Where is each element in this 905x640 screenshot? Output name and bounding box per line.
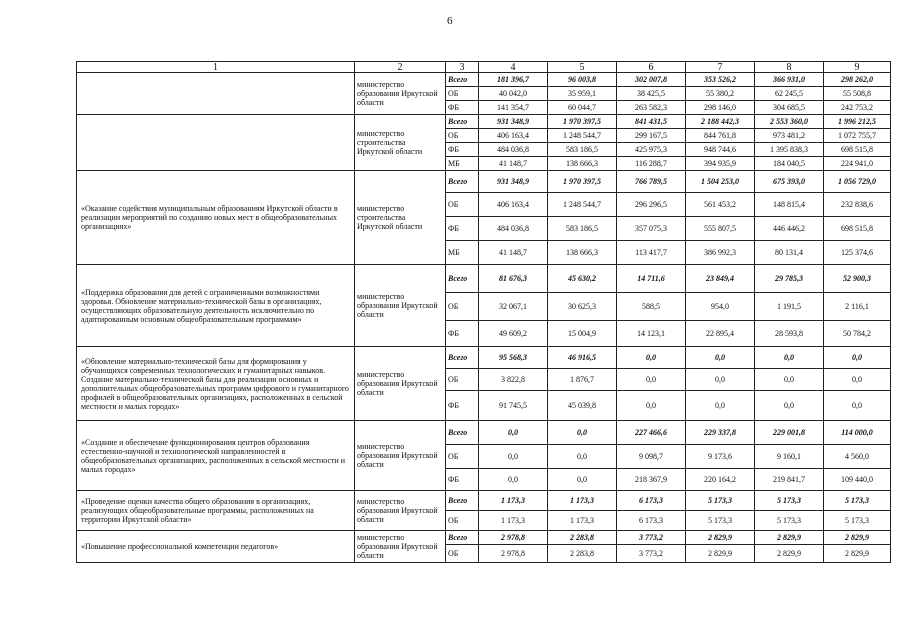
table-row: [77, 421, 891, 445]
executor-name: министерство строительства Иркутской области: [355, 171, 446, 265]
amount-cell: 5 173,3: [755, 511, 824, 531]
table-row: [77, 491, 891, 511]
funding-source: Всего: [446, 115, 479, 129]
amount-cell: 2 116,1: [824, 293, 891, 321]
amount-cell: 52 900,3: [824, 265, 891, 293]
funding-source: Всего: [446, 73, 479, 87]
amount-cell: 23 849,4: [686, 265, 755, 293]
amount-cell: 41 148,7: [479, 241, 548, 265]
amount-cell: 220 164,2: [686, 469, 755, 491]
amount-cell: 1 876,7: [548, 369, 617, 391]
amount-cell: 766 789,5: [617, 171, 686, 193]
amount-cell: 5 173,3: [686, 491, 755, 511]
amount-cell: 3 773,2: [617, 531, 686, 545]
amount-cell: 298 262,0: [824, 73, 891, 87]
funding-source: МБ: [446, 157, 479, 171]
amount-cell: 698 515,8: [824, 217, 891, 241]
amount-cell: 698 515,8: [824, 143, 891, 157]
amount-cell: 2 829,9: [755, 531, 824, 545]
amount-cell: 91 745,5: [479, 391, 548, 421]
activity-description: «Проведение оценки качества общего образования в организациях, реализующих общеобразовательные программы, расположенных на территории Иркутской области»: [77, 491, 355, 531]
funding-source: ОБ: [446, 87, 479, 101]
activity-description: «Поддержка образования для детей с ограниченными возможностями здоровья. Обновление материально-технической базы в организациях, осуществляющих образовательную деятельность исключительно по адаптированным основным общеобразовательным программам»: [77, 265, 355, 347]
amount-cell: 1 056 729,0: [824, 171, 891, 193]
amount-cell: 50 784,2: [824, 321, 891, 347]
amount-cell: 29 785,3: [755, 265, 824, 293]
amount-cell: 6 173,3: [617, 491, 686, 511]
funding-source: ОБ: [446, 129, 479, 143]
amount-cell: 60 044,7: [548, 101, 617, 115]
amount-cell: 0,0: [479, 469, 548, 491]
amount-cell: 296 296,5: [617, 193, 686, 217]
funding-source: ФБ: [446, 143, 479, 157]
executor-name: министерство образования Иркутской области: [355, 531, 446, 563]
amount-cell: 5 173,3: [755, 491, 824, 511]
amount-cell: 0,0: [617, 347, 686, 369]
column-header-9: 9: [824, 62, 891, 73]
amount-cell: 224 941,0: [824, 157, 891, 171]
amount-cell: 588,5: [617, 293, 686, 321]
amount-cell: 299 167,5: [617, 129, 686, 143]
amount-cell: 35 959,1: [548, 87, 617, 101]
amount-cell: 3 822,8: [479, 369, 548, 391]
amount-cell: 2 829,9: [686, 545, 755, 563]
amount-cell: 4 560,0: [824, 445, 891, 469]
amount-cell: 148 815,4: [755, 193, 824, 217]
funding-source: Всего: [446, 531, 479, 545]
table-row: [77, 265, 891, 293]
amount-cell: 2 829,9: [755, 545, 824, 563]
amount-cell: 40 042,0: [479, 87, 548, 101]
amount-cell: 931 348,9: [479, 115, 548, 129]
amount-cell: 353 526,2: [686, 73, 755, 87]
amount-cell: 181 396,7: [479, 73, 548, 87]
amount-cell: 2 188 442,3: [686, 115, 755, 129]
amount-cell: 304 685,5: [755, 101, 824, 115]
funding-source: Всего: [446, 491, 479, 511]
amount-cell: 46 916,5: [548, 347, 617, 369]
amount-cell: 38 425,5: [617, 87, 686, 101]
funding-source: ОБ: [446, 445, 479, 469]
amount-cell: 1 970 397,5: [548, 171, 617, 193]
amount-cell: 2 978,8: [479, 531, 548, 545]
amount-cell: 0,0: [686, 391, 755, 421]
amount-cell: 184 040,5: [755, 157, 824, 171]
amount-cell: 141 354,7: [479, 101, 548, 115]
amount-cell: 1 072 755,7: [824, 129, 891, 143]
funding-source: ОБ: [446, 369, 479, 391]
column-header-8: 8: [755, 62, 824, 73]
amount-cell: 229 001,8: [755, 421, 824, 445]
amount-cell: 55 508,8: [824, 87, 891, 101]
amount-cell: 138 666,3: [548, 241, 617, 265]
activity-description: «Повышение профессиональной компетенции педагогов»: [77, 531, 355, 563]
executor-name: министерство образования Иркутской области: [355, 265, 446, 347]
amount-cell: 406 163,4: [479, 193, 548, 217]
executor-name: министерство образования Иркутской области: [355, 491, 446, 531]
table-row: [77, 171, 891, 193]
funding-source: ФБ: [446, 321, 479, 347]
amount-cell: 5 173,3: [824, 491, 891, 511]
amount-cell: 583 186,5: [548, 143, 617, 157]
amount-cell: 0,0: [686, 369, 755, 391]
amount-cell: 302 007,8: [617, 73, 686, 87]
amount-cell: 80 131,4: [755, 241, 824, 265]
amount-cell: 0,0: [755, 347, 824, 369]
amount-cell: 0,0: [548, 421, 617, 445]
funding-source: ФБ: [446, 391, 479, 421]
funding-source: ОБ: [446, 545, 479, 563]
column-header-2: 2: [355, 62, 446, 73]
amount-cell: 2 829,9: [686, 531, 755, 545]
amount-cell: 675 393,0: [755, 171, 824, 193]
amount-cell: 0,0: [548, 445, 617, 469]
amount-cell: 2 829,9: [824, 545, 891, 563]
amount-cell: 948 744,6: [686, 143, 755, 157]
amount-cell: 844 761,8: [686, 129, 755, 143]
amount-cell: 49 609,2: [479, 321, 548, 347]
amount-cell: 227 466,6: [617, 421, 686, 445]
funding-source: ОБ: [446, 193, 479, 217]
amount-cell: 14 123,1: [617, 321, 686, 347]
column-header-5: 5: [548, 62, 617, 73]
amount-cell: 298 146,0: [686, 101, 755, 115]
funding-source: Всего: [446, 171, 479, 193]
amount-cell: 2 978,8: [479, 545, 548, 563]
activity-description: «Обновление материально-технической базы для формирования у обучающихся современных технологических и гуманитарных навыков. Создание материально-технической базы для реализации основных и дополнительных общеобразовательных программ цифрового и гуманитарного профилей в общеобразовательных организациях, расположенных в сельской местности и малых городах»: [77, 347, 355, 421]
amount-cell: 1 191,5: [755, 293, 824, 321]
funding-source: ФБ: [446, 101, 479, 115]
amount-cell: 931 348,9: [479, 171, 548, 193]
amount-cell: 0,0: [824, 347, 891, 369]
amount-cell: 484 036,8: [479, 143, 548, 157]
amount-cell: 1 504 253,0: [686, 171, 755, 193]
amount-cell: 446 446,2: [755, 217, 824, 241]
amount-cell: 1 173,3: [479, 511, 548, 531]
amount-cell: 9 098,7: [617, 445, 686, 469]
amount-cell: 114 000,0: [824, 421, 891, 445]
amount-cell: 2 553 360,0: [755, 115, 824, 129]
amount-cell: 841 431,5: [617, 115, 686, 129]
amount-cell: 219 841,7: [755, 469, 824, 491]
amount-cell: 218 367,9: [617, 469, 686, 491]
amount-cell: 116 288,7: [617, 157, 686, 171]
page-number: 6: [447, 15, 453, 27]
amount-cell: 15 004,9: [548, 321, 617, 347]
amount-cell: 0,0: [824, 369, 891, 391]
column-header-3: 3: [446, 62, 479, 73]
amount-cell: 95 568,3: [479, 347, 548, 369]
amount-cell: 113 417,7: [617, 241, 686, 265]
table-row: [77, 531, 891, 545]
amount-cell: 5 173,3: [824, 511, 891, 531]
amount-cell: 1 248 544,7: [548, 129, 617, 143]
activity-description: «Создание и обеспечение функционирования центров образования естественно-научной и технологической направленностей в общеобразовательных организациях, расположенных в сельской местности и малых городах»: [77, 421, 355, 491]
table-row: [77, 115, 891, 129]
amount-cell: 0,0: [824, 391, 891, 421]
column-header-4: 4: [479, 62, 548, 73]
amount-cell: 22 895,4: [686, 321, 755, 347]
amount-cell: 0,0: [686, 347, 755, 369]
amount-cell: 1 173,3: [548, 511, 617, 531]
activity-description: [77, 73, 355, 115]
amount-cell: 0,0: [548, 469, 617, 491]
amount-cell: 1 970 397,5: [548, 115, 617, 129]
amount-cell: 2 829,9: [824, 531, 891, 545]
amount-cell: 1 173,3: [479, 491, 548, 511]
amount-cell: 2 283,8: [548, 531, 617, 545]
amount-cell: 263 582,3: [617, 101, 686, 115]
amount-cell: 30 625,3: [548, 293, 617, 321]
amount-cell: 9 160,1: [755, 445, 824, 469]
funding-source: ОБ: [446, 511, 479, 531]
amount-cell: 232 838,6: [824, 193, 891, 217]
amount-cell: 555 807,5: [686, 217, 755, 241]
funding-source: ОБ: [446, 293, 479, 321]
activity-description: «Оказание содействия муниципальным образованиям Иркутской области в реализации мероприятий по созданию новых мест в общеобразовательных организациях»: [77, 171, 355, 265]
amount-cell: 0,0: [617, 369, 686, 391]
amount-cell: 32 067,1: [479, 293, 548, 321]
funding-source: Всего: [446, 347, 479, 369]
amount-cell: 28 593,8: [755, 321, 824, 347]
amount-cell: 81 676,3: [479, 265, 548, 293]
amount-cell: 55 380,2: [686, 87, 755, 101]
amount-cell: 109 440,0: [824, 469, 891, 491]
amount-cell: 357 075,3: [617, 217, 686, 241]
amount-cell: 484 036,8: [479, 217, 548, 241]
funding-source: ФБ: [446, 217, 479, 241]
amount-cell: 561 453,2: [686, 193, 755, 217]
table-row: [77, 347, 891, 369]
amount-cell: 125 374,6: [824, 241, 891, 265]
amount-cell: 1 248 544,7: [548, 193, 617, 217]
amount-cell: 583 186,5: [548, 217, 617, 241]
amount-cell: 9 173,6: [686, 445, 755, 469]
activity-description: [77, 115, 355, 171]
amount-cell: 0,0: [755, 369, 824, 391]
amount-cell: 96 003,8: [548, 73, 617, 87]
amount-cell: 954,0: [686, 293, 755, 321]
amount-cell: 0,0: [755, 391, 824, 421]
amount-cell: 0,0: [479, 421, 548, 445]
amount-cell: 45 630,2: [548, 265, 617, 293]
table-row: [77, 73, 891, 87]
executor-name: министерство образования Иркутской области: [355, 73, 446, 115]
amount-cell: 3 773,2: [617, 545, 686, 563]
amount-cell: 242 753,2: [824, 101, 891, 115]
column-header-1: 1: [77, 62, 355, 73]
funding-source: ФБ: [446, 469, 479, 491]
amount-cell: 45 039,8: [548, 391, 617, 421]
amount-cell: 41 148,7: [479, 157, 548, 171]
column-header-6: 6: [617, 62, 686, 73]
executor-name: министерство образования Иркутской области: [355, 421, 446, 491]
amount-cell: 386 992,3: [686, 241, 755, 265]
funding-source: Всего: [446, 265, 479, 293]
column-header-7: 7: [686, 62, 755, 73]
amount-cell: 0,0: [479, 445, 548, 469]
executor-name: министерство образования Иркутской области: [355, 347, 446, 421]
amount-cell: 406 163,4: [479, 129, 548, 143]
amount-cell: 138 666,3: [548, 157, 617, 171]
amount-cell: 366 931,0: [755, 73, 824, 87]
amount-cell: 5 173,3: [686, 511, 755, 531]
amount-cell: 0,0: [617, 391, 686, 421]
amount-cell: 6 173,3: [617, 511, 686, 531]
amount-cell: 14 711,6: [617, 265, 686, 293]
amount-cell: 1 395 838,3: [755, 143, 824, 157]
funding-source: МБ: [446, 241, 479, 265]
amount-cell: 425 975,3: [617, 143, 686, 157]
header-row: [77, 62, 891, 73]
funding-source: Всего: [446, 421, 479, 445]
amount-cell: 1 996 212,5: [824, 115, 891, 129]
amount-cell: 394 935,9: [686, 157, 755, 171]
amount-cell: 2 283,8: [548, 545, 617, 563]
amount-cell: 1 173,3: [548, 491, 617, 511]
executor-name: министерство строительства Иркутской области: [355, 115, 446, 171]
budget-table: [76, 61, 891, 563]
amount-cell: 229 337,8: [686, 421, 755, 445]
amount-cell: 62 245,5: [755, 87, 824, 101]
amount-cell: 973 481,2: [755, 129, 824, 143]
